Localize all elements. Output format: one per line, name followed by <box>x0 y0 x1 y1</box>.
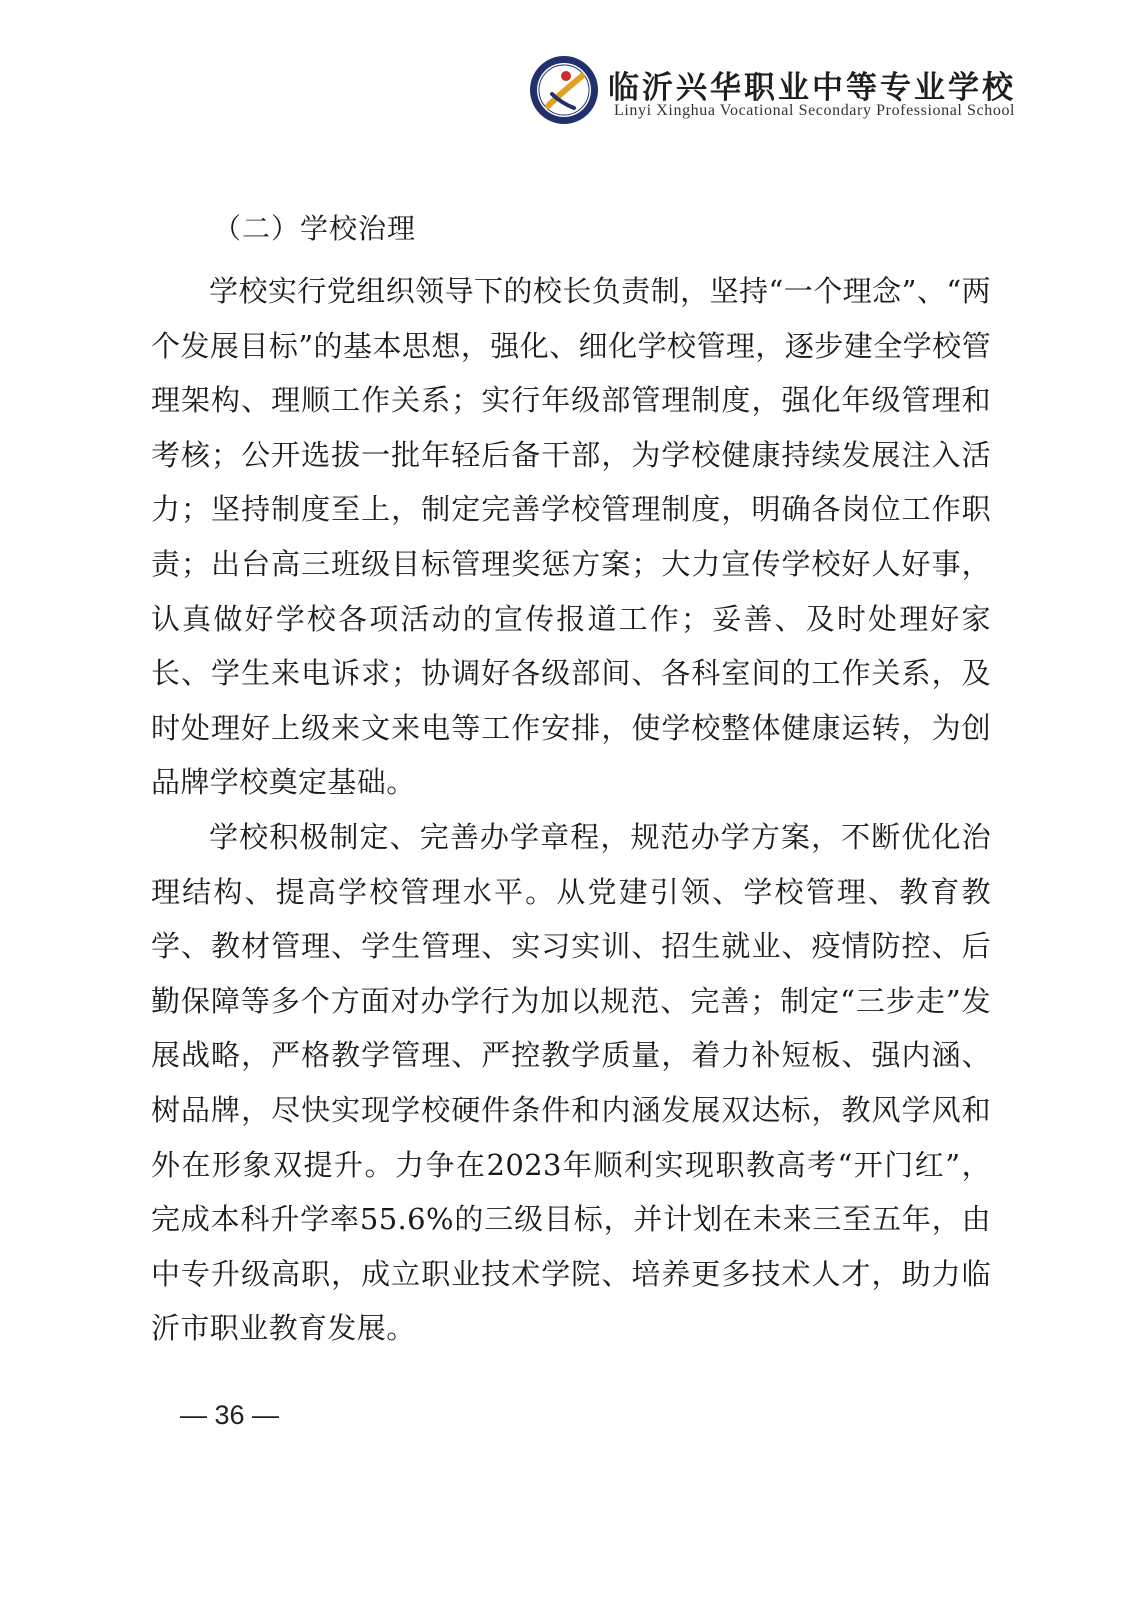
page-number: — 36 — <box>180 1400 280 1430</box>
school-emblem-icon <box>528 54 600 126</box>
school-name-english: Linyi Xinghua Vocational Secondary Professional School <box>614 102 1016 119</box>
paragraph-governance-structure: 学校积极制定、完善办学章程，规范办学方案，不断优化治理结构、提高学校管理水平。从党建引领、学校管理、教育教学、教材管理、学生管理、实习实训、招生就业、疫情防控、后勤保障等多个方面对办学行为加以规范、完善；制定“三步走”发展战略，严格教学管理、严控教学质量，着力补短板、强内涵、树品牌，尽快实现学校硬件条件和内涵发展双达标，教风学风和外在形象双提升。力争在2023年顺利实现职教高考“开门红”，完成本科升学率55.6%的三级目标，并计划在未来三至五年，由中专升级高职，成立职业技术学院、培养更多技术人才，助力临沂市职业教育发展。 <box>151 819 991 1346</box>
document-header <box>528 54 1068 130</box>
paragraph-governance-system: 学校实行党组织领导下的校长负责制，坚持“一个理念”、“两个发展目标”的基本思想，强化、细化学校管理，逐步建全学校管理架构、理顺工作关系；实行年级部管理制度，强化年级管理和考核；公开选拔一批年轻后备干部，为学校健康持续发展注入活力；坚持制度至上，制定完善学校管理制度，明确各岗位工作职责；出台高三班级目标管理奖惩方案；大力宣传学校好人好事，认真做好学校各项活动的宣传报道工作；妥善、及时处理好家长、学生来电诉求；协调好各级部间、各科室间的工作关系，及时处理好上级来文来电等工作安排，使学校整体健康运转，为创品牌学校奠定基础。 <box>151 274 991 800</box>
section-heading: （二）学校治理 <box>213 212 417 245</box>
school-name-chinese: 临沂兴华职业中等专业学校 <box>608 70 1016 106</box>
document-body <box>151 208 991 1356</box>
